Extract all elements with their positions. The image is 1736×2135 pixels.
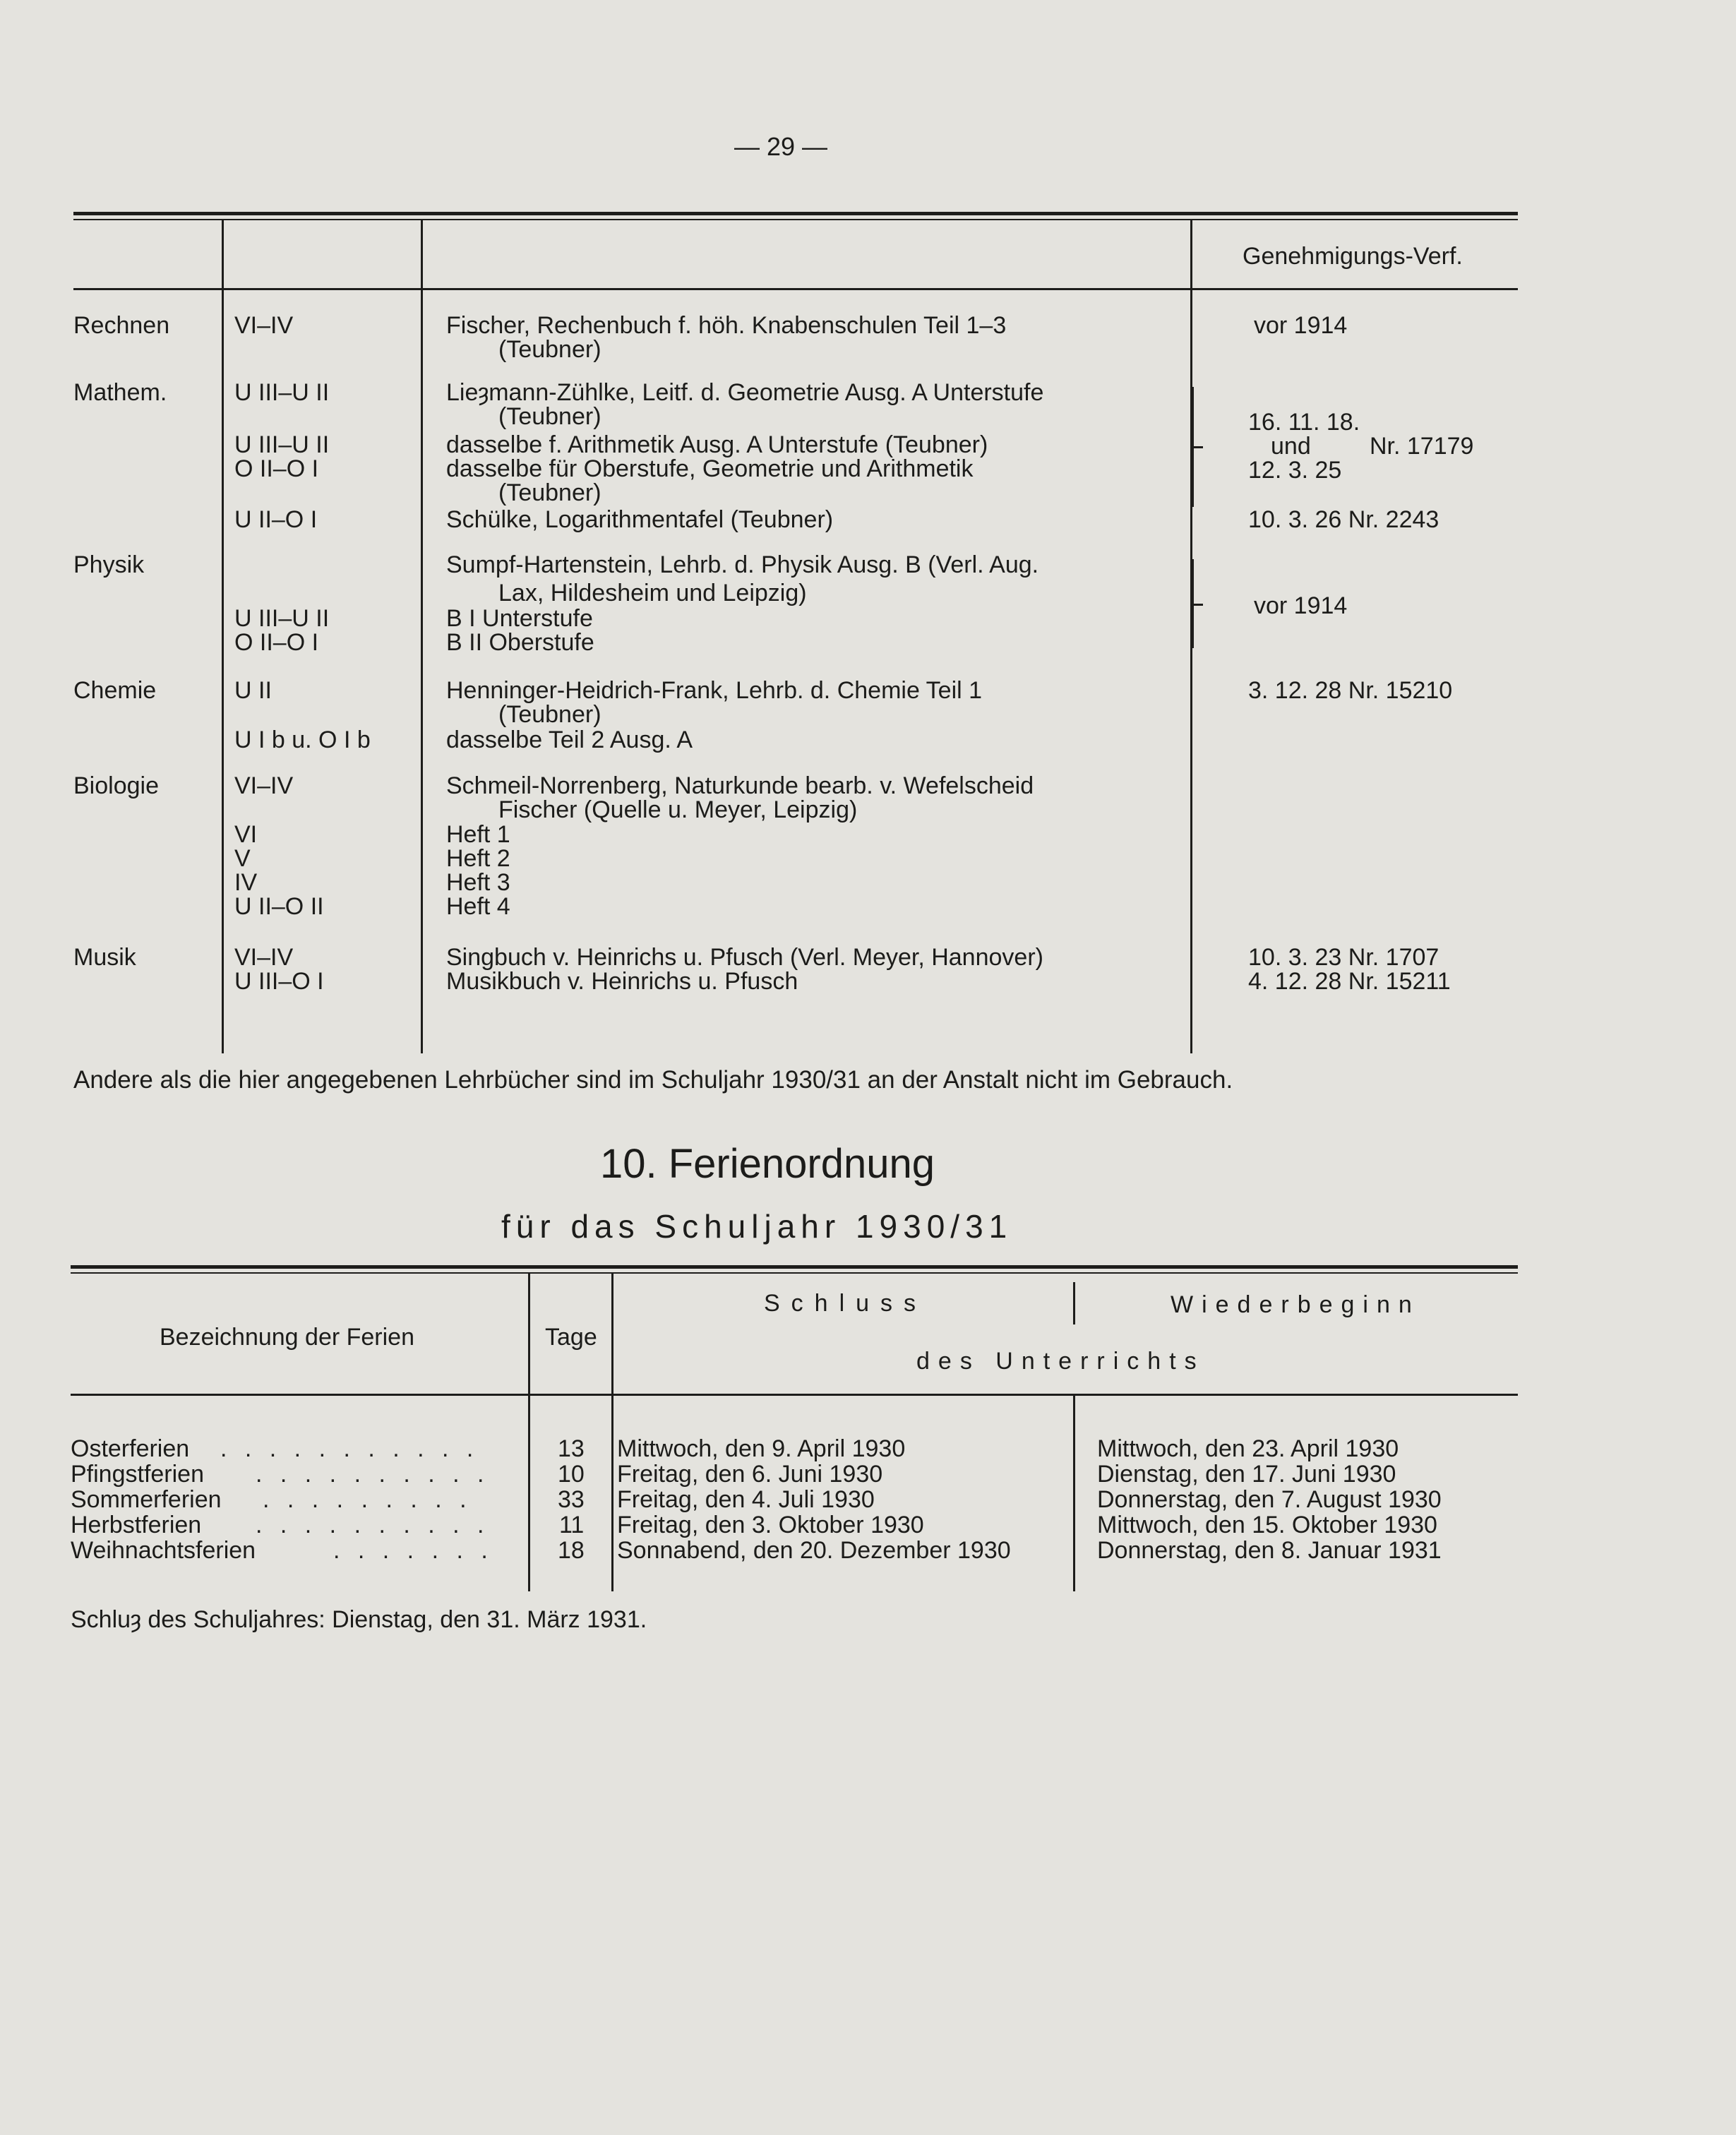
ferien-dots: . . . . . . . . . bbox=[263, 1486, 472, 1513]
ferien-divider-3 bbox=[1073, 1282, 1075, 1324]
book-title: Heft 4 bbox=[446, 893, 510, 920]
grade-label: U III–U II bbox=[234, 379, 330, 406]
book-title: Musikbuch v. Heinrichs u. Pfusch bbox=[446, 968, 798, 995]
book-title: dasselbe Teil 2 Ausg. A bbox=[446, 726, 693, 753]
book-title: Schmeil-Norrenberg, Naturkunde bearb. v. Wefelscheid bbox=[446, 772, 1034, 799]
subject-label: Musik bbox=[73, 944, 136, 971]
approval-value: 12. 3. 25 bbox=[1248, 457, 1342, 484]
ferien-name: Osterferien bbox=[71, 1435, 190, 1462]
column-divider-1 bbox=[222, 220, 224, 1053]
ferien-header-end: Schluss bbox=[764, 1290, 928, 1317]
grade-label: V bbox=[234, 845, 251, 872]
ferien-header-name: Bezeichnung der Ferien bbox=[160, 1324, 415, 1351]
subject-label: Biologie bbox=[73, 772, 159, 799]
book-title: Lax, Hildesheim und Leipzig) bbox=[498, 580, 807, 606]
book-title: Singbuch v. Heinrichs u. Pfusch (Verl. Meyer, Hannover) bbox=[446, 944, 1043, 971]
section-subheading: für das Schuljahr 1930/31 bbox=[501, 1208, 1013, 1245]
ferien-days: 13 bbox=[558, 1435, 585, 1462]
ferien-restart: Mittwoch, den 23. April 1930 bbox=[1097, 1435, 1399, 1462]
approval-value: 16. 11. 18. bbox=[1248, 409, 1360, 436]
ferien-days: 33 bbox=[558, 1486, 585, 1513]
ferien-header-common: des Unterrichts bbox=[916, 1348, 1205, 1375]
grade-label: VI bbox=[234, 821, 258, 848]
approval-value: 10. 3. 26 Nr. 2243 bbox=[1248, 506, 1439, 533]
book-title: Lieȝmann-Zühlke, Leitf. d. Geometrie Ausg. A Unterstufe bbox=[446, 379, 1044, 406]
ferien-end: Mittwoch, den 9. April 1930 bbox=[617, 1435, 906, 1462]
textbook-footnote: Andere als die hier angegebenen Lehrbücher sind im Schuljahr 1930/31 an der Anstalt nicht im Gebrauch. bbox=[73, 1066, 1233, 1094]
ferien-dots: . . . . . . . . . . . bbox=[220, 1435, 479, 1462]
book-title: Fischer (Quelle u. Meyer, Leipzig) bbox=[498, 796, 858, 823]
approval-value: 4. 12. 28 Nr. 15211 bbox=[1248, 968, 1451, 995]
approval-column-header: Genehmigungs-Verf. bbox=[1243, 243, 1463, 270]
ferien-top-rule bbox=[71, 1265, 1518, 1269]
book-title: Schülke, Logarithmentafel (Teubner) bbox=[446, 506, 834, 533]
grade-label: VI–IV bbox=[234, 944, 294, 971]
ferien-name: Weihnachtsferien bbox=[71, 1537, 256, 1564]
ferien-dots: . . . . . . . bbox=[333, 1537, 493, 1564]
grade-label: U II bbox=[234, 677, 272, 704]
book-title: dasselbe für Oberstufe, Geometrie und Arithmetik bbox=[446, 455, 974, 482]
grade-label: U III–U II bbox=[234, 431, 330, 458]
grade-label: VI–IV bbox=[234, 772, 294, 799]
ferien-end: Freitag, den 6. Juni 1930 bbox=[617, 1461, 883, 1488]
book-title: Heft 2 bbox=[446, 845, 510, 872]
grade-label: U III–U II bbox=[234, 605, 330, 632]
approval-value: Nr. 17179 bbox=[1370, 433, 1474, 460]
ferien-header-days: Tage bbox=[545, 1324, 597, 1351]
ferien-end: Sonnabend, den 20. Dezember 1930 bbox=[617, 1537, 1011, 1564]
ferien-end: Freitag, den 3. Oktober 1930 bbox=[617, 1512, 924, 1538]
ferien-name: Pfingstferien bbox=[71, 1461, 204, 1488]
table-top-rule-thin bbox=[73, 219, 1518, 220]
book-title: (Teubner) bbox=[498, 336, 601, 363]
book-title: Heft 3 bbox=[446, 869, 510, 896]
grade-label: VI–IV bbox=[234, 312, 294, 339]
ferien-end: Freitag, den 4. Juli 1930 bbox=[617, 1486, 875, 1513]
book-title: B II Oberstufe bbox=[446, 629, 594, 656]
approval-value: 10. 3. 23 Nr. 1707 bbox=[1248, 944, 1439, 971]
ferien-restart: Mittwoch, den 15. Oktober 1930 bbox=[1097, 1512, 1437, 1538]
book-title: (Teubner) bbox=[498, 403, 601, 430]
school-year-end: Schluȝ des Schuljahres: Dienstag, den 31. März 1931. bbox=[71, 1606, 647, 1633]
book-title: Henninger-Heidrich-Frank, Lehrb. d. Chemie Teil 1 bbox=[446, 677, 983, 704]
grade-label: O II–O I bbox=[234, 455, 319, 482]
grade-label: U I b u. O I b bbox=[234, 726, 371, 753]
book-title: B I Unterstufe bbox=[446, 605, 593, 632]
ferien-name: Sommerferien bbox=[71, 1486, 222, 1513]
grade-label: U III–O I bbox=[234, 968, 324, 995]
book-title: (Teubner) bbox=[498, 701, 601, 728]
ferien-header-restart: Wiederbeginn bbox=[1171, 1291, 1420, 1318]
page-number: — 29 — bbox=[734, 132, 828, 161]
table-top-rule bbox=[73, 212, 1518, 215]
table-header-rule bbox=[73, 288, 1518, 290]
grade-label: IV bbox=[234, 869, 258, 896]
approval-value: vor 1914 bbox=[1254, 592, 1348, 619]
ferien-restart: Donnerstag, den 8. Januar 1931 bbox=[1097, 1537, 1442, 1564]
ferien-restart: Donnerstag, den 7. August 1930 bbox=[1097, 1486, 1442, 1513]
approval-value: vor 1914 bbox=[1254, 312, 1348, 339]
ferien-divider-1 bbox=[528, 1274, 530, 1591]
ferien-days: 18 bbox=[558, 1537, 585, 1564]
ferien-days: 11 bbox=[559, 1512, 585, 1538]
ferien-dots: . . . . . . . . . . bbox=[256, 1512, 490, 1538]
section-heading: 10. Ferienordnung bbox=[600, 1141, 935, 1187]
book-title: Fischer, Rechenbuch f. höh. Knabenschulen Teil 1–3 bbox=[446, 312, 1007, 339]
grade-label: U II–O II bbox=[234, 893, 324, 920]
ferien-top-rule-thin bbox=[71, 1272, 1518, 1274]
ferien-restart: Dienstag, den 17. Juni 1930 bbox=[1097, 1461, 1396, 1488]
approval-value: 3. 12. 28 Nr. 15210 bbox=[1248, 677, 1453, 704]
approval-value: und bbox=[1271, 433, 1311, 460]
subject-label: Chemie bbox=[73, 677, 157, 704]
ferien-days: 10 bbox=[558, 1461, 585, 1488]
subject-label: Rechnen bbox=[73, 312, 170, 339]
ferien-divider-2 bbox=[611, 1274, 613, 1591]
ferien-name: Herbstferien bbox=[71, 1512, 202, 1538]
ferien-dots: . . . . . . . . . . bbox=[256, 1461, 490, 1488]
bracket-tip bbox=[1193, 604, 1203, 606]
column-divider-2 bbox=[421, 220, 423, 1053]
book-title: dasselbe f. Arithmetik Ausg. A Unterstufe (Teubner) bbox=[446, 431, 988, 458]
book-title: (Teubner) bbox=[498, 479, 601, 506]
subject-label: Mathem. bbox=[73, 379, 167, 406]
book-title: Heft 1 bbox=[446, 821, 510, 848]
ferien-divider-4 bbox=[1073, 1394, 1075, 1591]
book-title: Sumpf-Hartenstein, Lehrb. d. Physik Ausg. B (Verl. Aug. bbox=[446, 551, 1039, 578]
subject-label: Physik bbox=[73, 551, 145, 578]
grade-label: U II–O I bbox=[234, 506, 318, 533]
bracket-tip bbox=[1193, 446, 1203, 448]
grade-label: O II–O I bbox=[234, 629, 319, 656]
ferien-header-rule bbox=[71, 1394, 1518, 1396]
